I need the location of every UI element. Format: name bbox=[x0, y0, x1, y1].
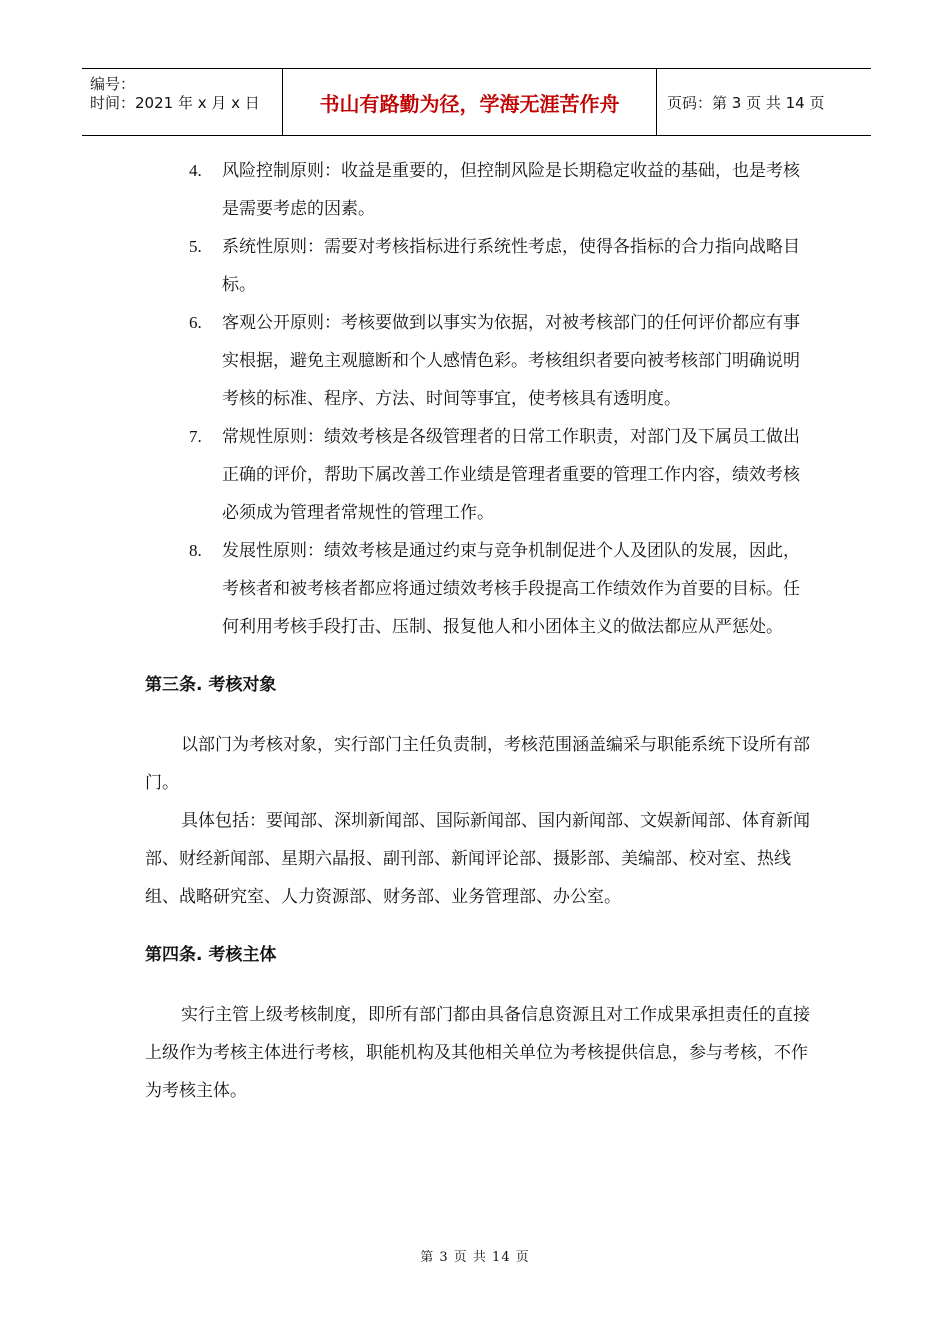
header-meta bbox=[82, 69, 282, 135]
principle-item bbox=[145, 418, 810, 532]
item-number: 8. bbox=[189, 541, 202, 560]
item-number: 5. bbox=[189, 237, 202, 256]
principle-item bbox=[145, 228, 810, 304]
principle-item bbox=[145, 152, 810, 228]
header-page-label: 页码：第 3 页 共 14 页 bbox=[667, 93, 825, 112]
section-3-title: 第三条. 考核对象 bbox=[145, 675, 277, 695]
item-number: 7. bbox=[189, 427, 202, 446]
item-text: 系统性原则：需要对考核指标进行系统性考虑，使得各指标的合力指向战略目标。 bbox=[222, 237, 800, 295]
header-motto: 书山有路勤为径，学海无涯苦作舟 bbox=[282, 69, 657, 135]
document-time-label: 时间：2021 年 x 月 x 日 bbox=[90, 94, 260, 112]
section-3-paragraph-2: 具体包括：要闻部、深圳新闻部、国际新闻部、国内新闻部、文娱新闻部、体育新闻部、财经新闻部、星期六晶报、副刊部、新闻评论部、摄影部、美编部、校对室、热线组、战略研究室、人力资源部、财务部、业务管理部、办公室。 bbox=[145, 811, 810, 907]
page-footer: 第 3 页 共 14 页 bbox=[420, 1250, 530, 1265]
item-text: 客观公开原则：考核要做到以事实为依据，对被考核部门的任何评价都应有事实根据，避免主观臆断和个人感情色彩。考核组织者要向被考核部门明确说明考核的标准、程序、方法、时间等事宜，使考核具有透明度。 bbox=[222, 313, 800, 409]
section-3-paragraph-1: 以部门为考核对象，实行部门主任负责制，考核范围涵盖编采与职能系统下设所有部门。 bbox=[145, 735, 810, 793]
principle-item bbox=[145, 304, 810, 418]
item-number: 4. bbox=[189, 161, 202, 180]
item-number: 6. bbox=[189, 313, 202, 332]
item-text: 风险控制原则：收益是重要的，但控制风险是长期稳定收益的基础，也是考核是需要考虑的因素。 bbox=[222, 161, 800, 219]
item-text: 常规性原则：绩效考核是各级管理者的日常工作职责，对部门及下属员工做出正确的评价，帮助下属改善工作业绩是管理者重要的管理工作内容，绩效考核必须成为管理者常规性的管理工作。 bbox=[222, 427, 800, 523]
document-body bbox=[145, 152, 810, 1110]
document-number-label: 编号： bbox=[90, 75, 136, 93]
section-4-paragraph-1: 实行主管上级考核制度，即所有部门都由具备信息资源且对工作成果承担责任的直接上级作为考核主体进行考核，职能机构及其他相关单位为考核提供信息，参与考核，不作为考核主体。 bbox=[145, 1005, 810, 1101]
principle-item bbox=[145, 532, 810, 646]
page-header bbox=[82, 68, 871, 136]
item-text: 发展性原则：绩效考核是通过约束与竞争机制促进个人及团队的发展，因此，考核者和被考核者都应将通过绩效考核手段提高工作绩效作为首要的目标。任何利用考核手段打击、压制、报复他人和小团体主义的做法都应从严惩处。 bbox=[222, 541, 800, 637]
section-4-title: 第四条. 考核主体 bbox=[145, 945, 277, 965]
